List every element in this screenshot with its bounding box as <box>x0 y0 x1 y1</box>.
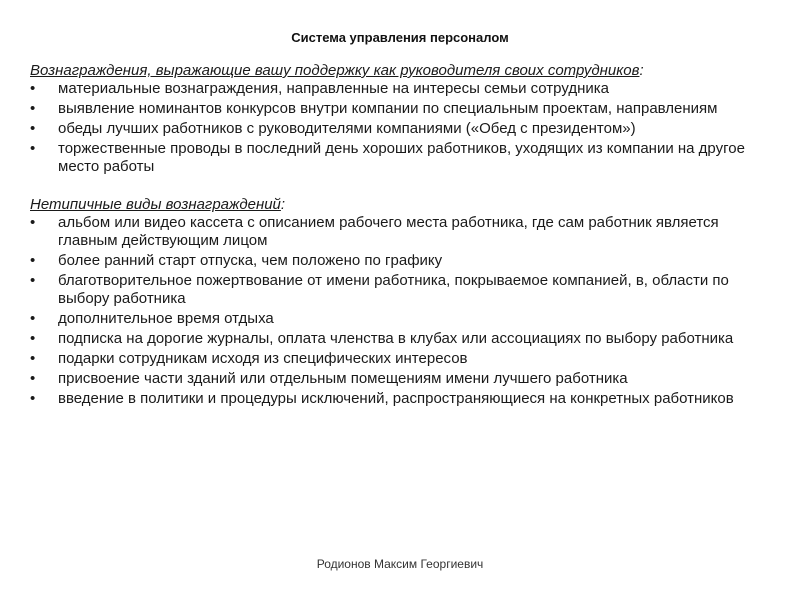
list-item-text: присвоение части зданий или отдельным помещениям имени лучшего работника <box>58 370 628 387</box>
bullet-icon: • <box>30 80 36 97</box>
list-item <box>30 252 780 270</box>
list-item <box>30 120 780 138</box>
bullet-list <box>30 80 780 176</box>
list-item-text: подарки сотрудникам исходя из специфических интересов <box>58 350 468 367</box>
list-item-text: торжественные проводы в последний день хороших работников, уходящих из компании на другое место работы <box>58 140 745 175</box>
section-heading <box>30 62 780 80</box>
list-item-text: более ранний старт отпуска, чем положено по графику <box>58 252 443 269</box>
section-heading <box>30 196 780 214</box>
slide-title: Система управления персоналом <box>291 30 509 45</box>
section-heading-colon: : <box>639 62 644 79</box>
bullet-icon: • <box>30 310 36 327</box>
bullet-icon: • <box>30 350 36 367</box>
list-item-text: альбом или видео кассета с описанием рабочего места работника, где сам работник является главным действующим лицом <box>58 214 719 249</box>
bullet-icon: • <box>30 330 36 347</box>
bullet-icon: • <box>30 390 36 407</box>
list-item <box>30 214 780 250</box>
list-item <box>30 272 780 308</box>
bullet-icon: • <box>30 120 36 137</box>
list-item-text: благотворительное пожертвование от имени работника, покрываемое компанией, в, области по выбору работника <box>58 272 729 307</box>
list-item <box>30 370 780 388</box>
list-item <box>30 80 780 98</box>
list-item <box>30 310 780 328</box>
list-item <box>30 100 780 118</box>
section-heading-text: Нетипичные виды вознаграждений <box>30 196 281 213</box>
section-manager-support-rewards <box>30 62 780 176</box>
section-heading-text: Вознаграждения, выражающие вашу поддержку как руководителя своих сотрудников <box>30 62 640 79</box>
bullet-icon: • <box>30 272 36 289</box>
list-item <box>30 350 780 368</box>
section-spacer <box>30 178 780 196</box>
list-item-text: выявление номинантов конкурсов внутри компании по специальным проектам, направлениям <box>58 100 718 117</box>
list-item-text: дополнительное время отдыха <box>58 310 274 327</box>
slide-content <box>30 62 780 410</box>
bullet-icon: • <box>30 140 36 157</box>
bullet-icon: • <box>30 100 36 117</box>
bullet-icon: • <box>30 252 36 269</box>
list-item-text: обеды лучших работников с руководителями компаниями («Обед с президентом») <box>58 120 636 137</box>
section-heading-colon: : <box>280 196 286 213</box>
list-item <box>30 390 780 408</box>
bullet-list <box>30 214 780 408</box>
section-atypical-rewards <box>30 196 780 408</box>
list-item-text: материальные вознаграждения, направленные на интересы семьи сотрудника <box>58 80 609 97</box>
list-item <box>30 140 780 176</box>
slide-footer-author: Родионов Максим Георгиевич <box>316 557 484 571</box>
list-item-text: введение в политики и процедуры исключений, распространяющиеся на конкретных работников <box>58 390 734 407</box>
list-item <box>30 330 780 348</box>
list-item-text: подписка на дорогие журналы, оплата членства в клубах или ассоциациях по выбору работника <box>58 330 734 347</box>
bullet-icon: • <box>30 370 36 387</box>
bullet-icon: • <box>30 214 36 231</box>
